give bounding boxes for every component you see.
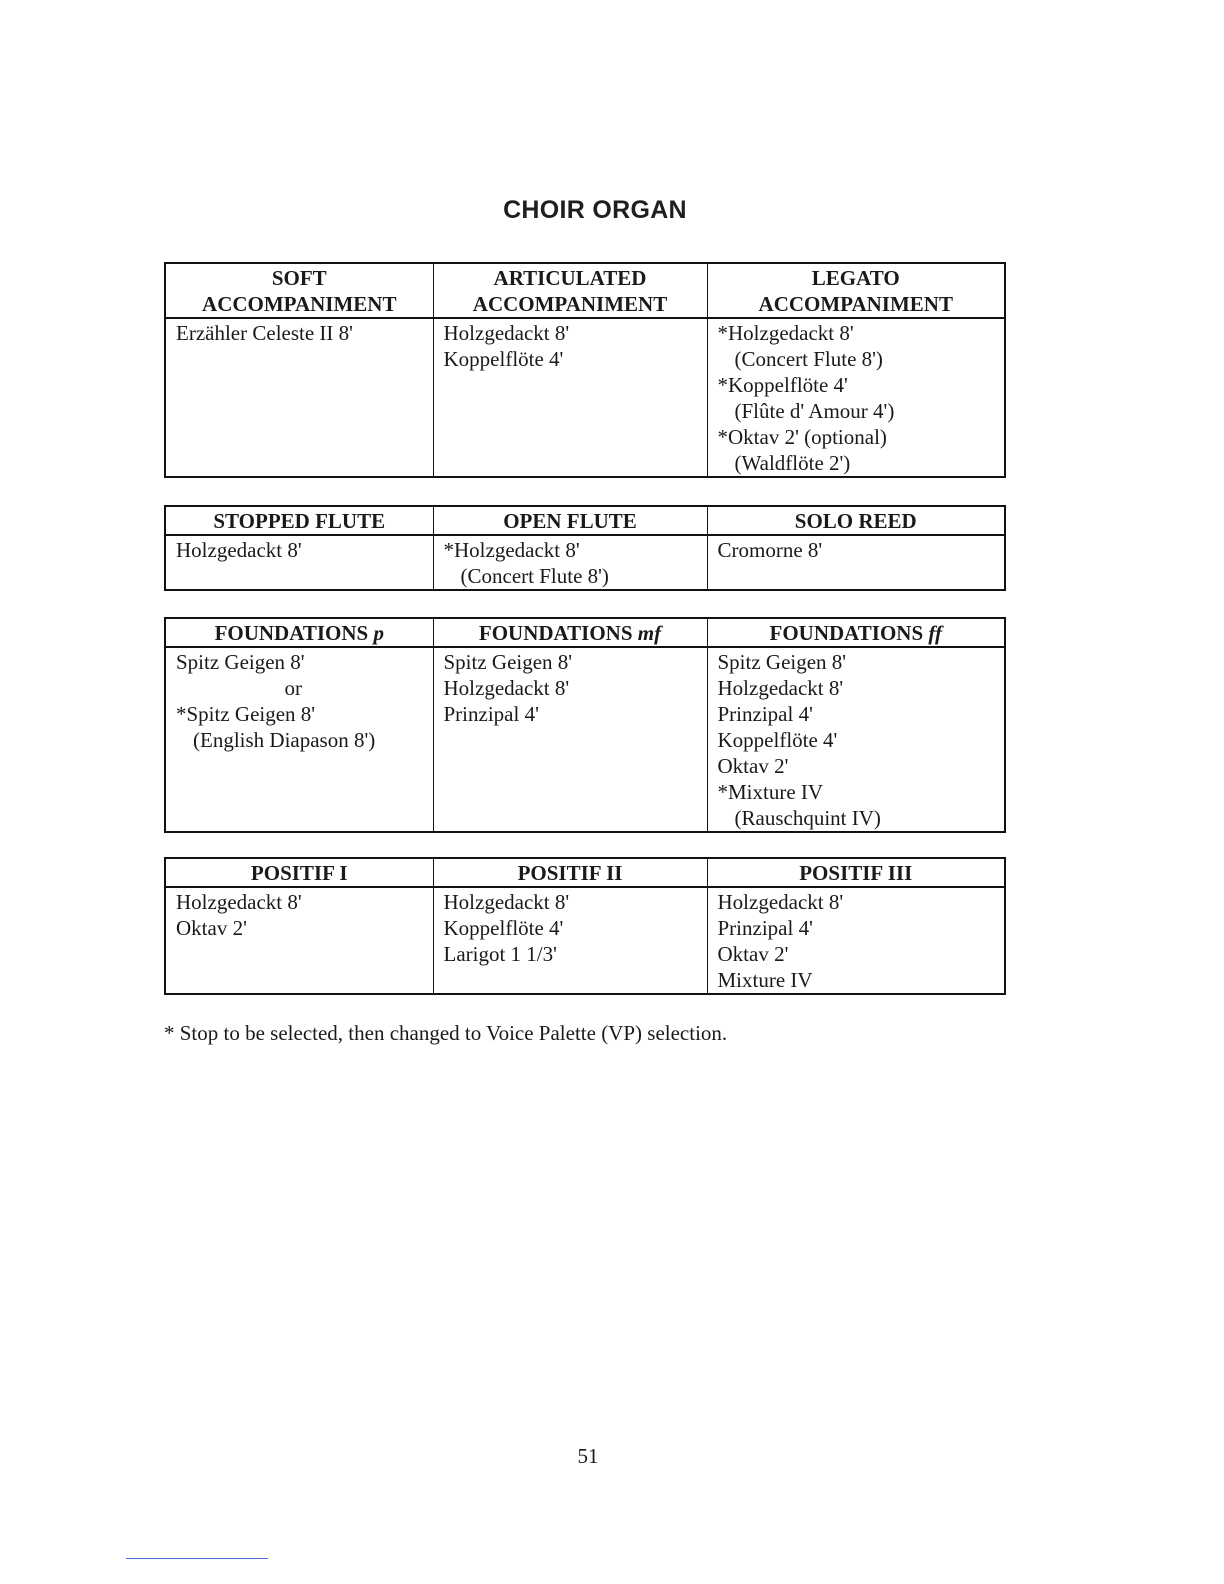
table-row: [165, 318, 1005, 477]
bottom-rule: [126, 1558, 268, 1559]
page-title: CHOIR ORGAN: [503, 196, 687, 224]
stop-entry: Erzähler Celeste II 8': [176, 321, 353, 345]
table-row: [165, 535, 1005, 590]
column-header-soft-accompaniment: SOFT ACCOMPANIMENT: [165, 263, 433, 318]
stop-list-open-flute: [433, 535, 707, 590]
stop-entry: Oktav 2': [717, 942, 789, 966]
column-header-foundations-mf: FOUNDATIONS mf: [433, 618, 707, 647]
column-header-positif-iii: POSITIF III: [707, 858, 1005, 887]
foundations-table: [164, 617, 1006, 833]
stop-list-foundations-ff: [707, 647, 1005, 832]
stop-entry: Prinzipal 4': [443, 702, 539, 726]
dynamic-marking-p: p: [373, 621, 384, 645]
stop-entry: Koppelflöte 4': [443, 916, 564, 940]
stop-entry: Cromorne 8': [717, 538, 823, 562]
stop-entry: Larigot 1 1/3': [443, 942, 557, 966]
column-header-positif-i: POSITIF I: [165, 858, 433, 887]
stop-entry: *Mixture IV: [717, 780, 824, 804]
dynamic-marking-mf: mf: [637, 621, 662, 645]
stop-list-positif-ii: [433, 887, 707, 994]
page-number: 51: [577, 1444, 599, 1468]
stop-entry: Prinzipal 4': [717, 702, 813, 726]
stop-list-positif-i: [165, 887, 433, 994]
stop-entry: *Holzgedackt 8': [443, 538, 580, 562]
stop-entry: Oktav 2': [717, 754, 789, 778]
stop-entry: Spitz Geigen 8': [717, 650, 847, 674]
column-header-articulated-accompaniment: ARTICULATED ACCOMPANIMENT: [433, 263, 707, 318]
stop-entry: *Koppelflöte 4': [717, 373, 848, 397]
stop-entry: Holzgedackt 8': [176, 538, 302, 562]
vp-alternative: (English Diapason 8'): [193, 728, 376, 752]
stop-list-legato-accompaniment: [707, 318, 1005, 477]
stop-entry: Spitz Geigen 8': [176, 650, 305, 674]
stop-entry: *Spitz Geigen 8': [176, 702, 316, 726]
vp-alternative: (Rauschquint IV): [734, 806, 881, 830]
column-header-solo-reed: SOLO REED: [707, 506, 1005, 535]
stop-entry: Holzgedackt 8': [717, 890, 844, 914]
column-header-stopped-flute: STOPPED FLUTE: [165, 506, 433, 535]
stop-entry: *Oktav 2' (optional): [717, 425, 887, 449]
stop-entry: Mixture IV: [717, 968, 813, 992]
stop-list-foundations-p: [165, 647, 433, 832]
vp-alternative: (Waldflöte 2'): [734, 451, 851, 475]
stop-entry: Prinzipal 4': [717, 916, 813, 940]
stop-entry: Holzgedackt 8': [443, 890, 570, 914]
column-header-foundations-ff: FOUNDATIONS ff: [707, 618, 1005, 647]
table-row: [165, 887, 1005, 994]
stop-list-solo-reed: [707, 535, 1005, 590]
table-header-row: [165, 263, 1005, 318]
vp-alternative: (Flûte d' Amour 4'): [734, 399, 895, 423]
table-header-row: [165, 858, 1005, 887]
vp-alternative: (Concert Flute 8'): [460, 564, 609, 588]
table-header-row: [165, 506, 1005, 535]
stop-entry: Koppelflöte 4': [443, 347, 564, 371]
stop-entry: Holzgedackt 8': [717, 676, 844, 700]
stop-entry: Koppelflöte 4': [717, 728, 838, 752]
column-header-open-flute: OPEN FLUTE: [433, 506, 707, 535]
footnote: * Stop to be selected, then changed to Voice Palette (VP) selection.: [164, 1021, 728, 1045]
table-header-row: [165, 618, 1005, 647]
accompaniment-table: [164, 262, 1006, 478]
stop-entry: Holzgedackt 8': [176, 890, 302, 914]
or-separator: or: [284, 676, 302, 700]
stop-entry: Holzgedackt 8': [443, 321, 570, 345]
column-header-foundations-p: FOUNDATIONS p: [165, 618, 433, 647]
positif-table: [164, 857, 1006, 995]
column-header-positif-ii: POSITIF II: [433, 858, 707, 887]
stop-entry: Oktav 2': [176, 916, 247, 940]
stop-list-soft-accompaniment: [165, 318, 433, 477]
stop-entry: *Holzgedackt 8': [717, 321, 854, 345]
table-row: [165, 647, 1005, 832]
flute-reed-table: [164, 505, 1006, 591]
stop-list-positif-iii: [707, 887, 1005, 994]
stop-list-foundations-mf: [433, 647, 707, 832]
stop-list-articulated-accompaniment: [433, 318, 707, 477]
vp-alternative: (Concert Flute 8'): [734, 347, 883, 371]
column-header-legato-accompaniment: LEGATO ACCOMPANIMENT: [707, 263, 1005, 318]
dynamic-marking-ff: ff: [928, 621, 942, 645]
stop-list-stopped-flute: [165, 535, 433, 590]
stop-entry: Holzgedackt 8': [443, 676, 570, 700]
stop-entry: Spitz Geigen 8': [443, 650, 573, 674]
